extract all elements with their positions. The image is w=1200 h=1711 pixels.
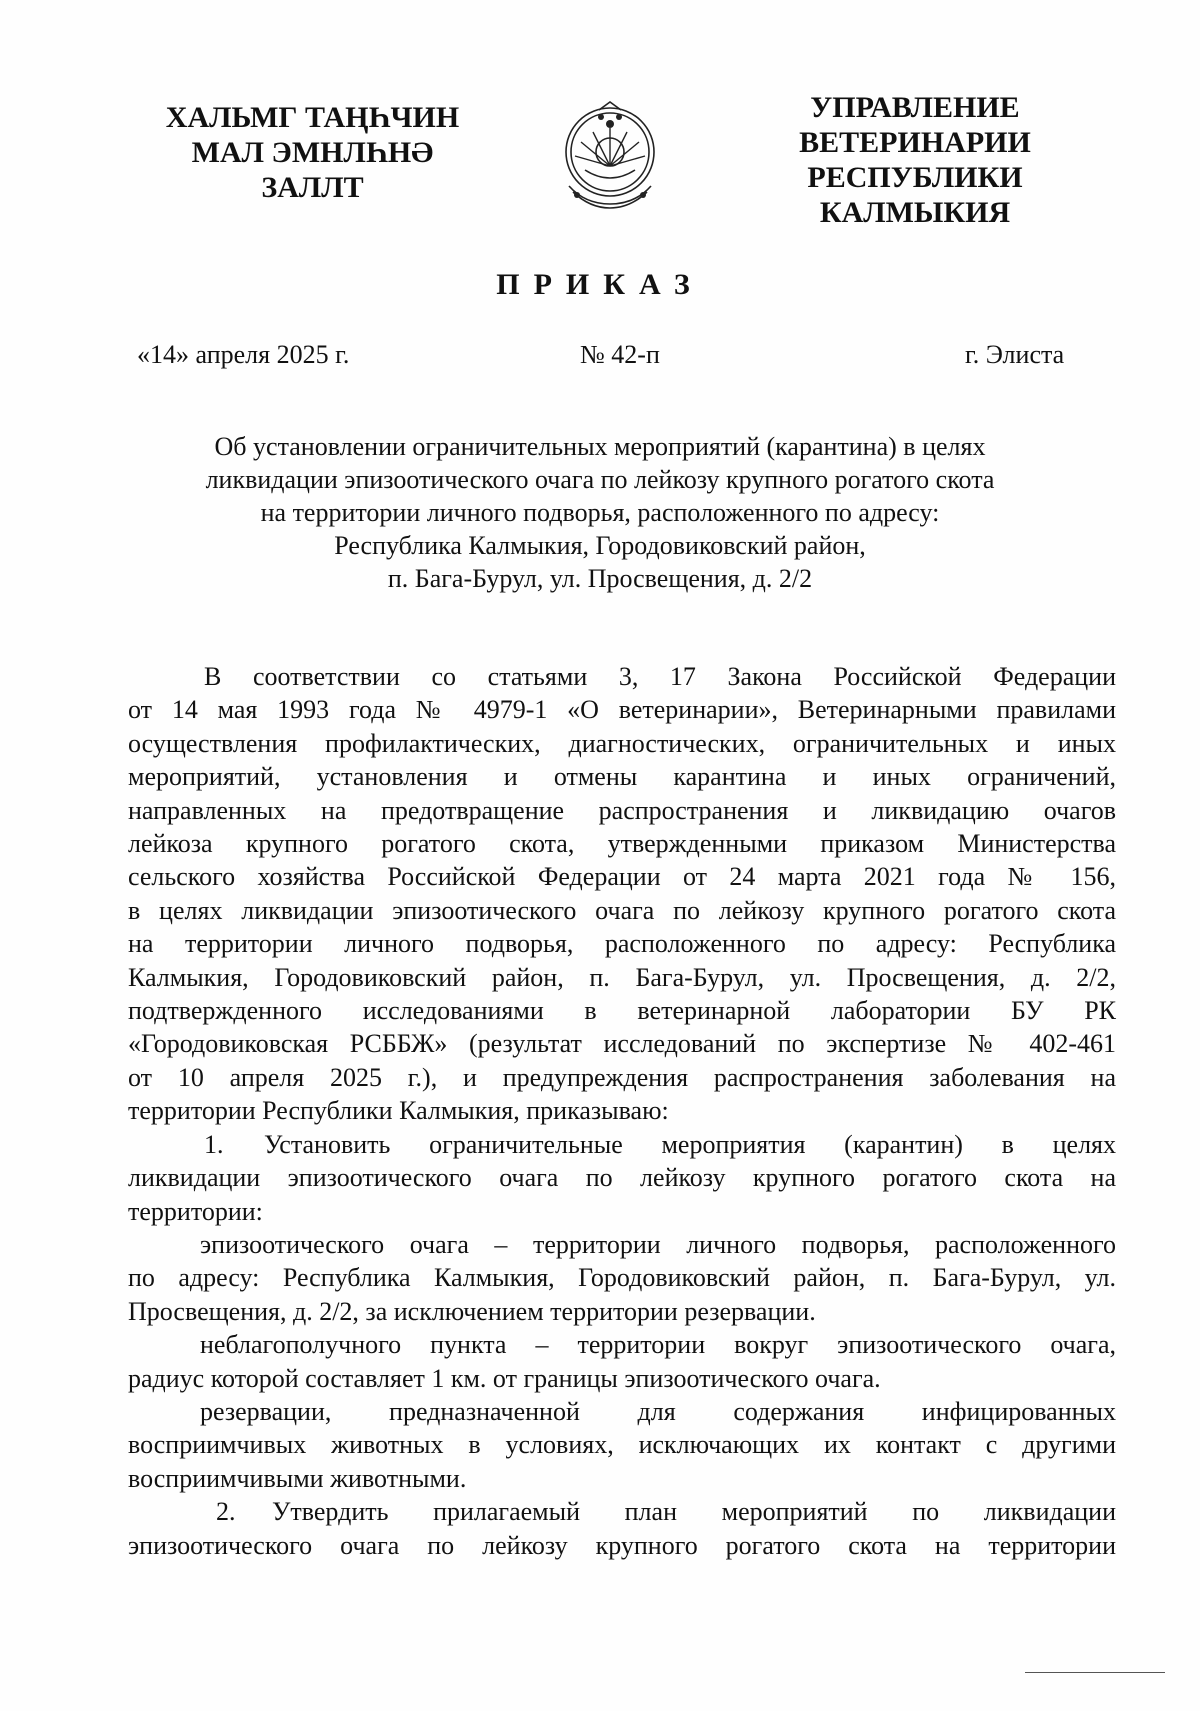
header-line: УПРАВЛЕНИЕ bbox=[810, 91, 1020, 124]
header-russian-title bbox=[760, 90, 1070, 230]
order-number: № 42-п bbox=[580, 340, 660, 369]
text-line: лейкоза крупного рогатого скота, утвержденными приказом Министерства bbox=[128, 829, 1116, 859]
text-line: восприимчивых животных в условиях, исключающих их контакт с другими bbox=[128, 1430, 1116, 1460]
header-line: МАЛ ЭМНЛҺНӘ bbox=[191, 136, 434, 169]
document-title: ПРИКАЗ bbox=[496, 268, 704, 301]
subject-line: ликвидации эпизоотического очага по лейкозу крупного рогатого скота bbox=[205, 465, 995, 494]
text-line: Калмыкия, Городовиковский район, п. Бага-Бурул, ул. Просвещения, д. 2/2, bbox=[128, 962, 1116, 992]
header-kalmyk-title bbox=[150, 100, 475, 205]
text-line: сельского хозяйства Российской Федерации от 24 марта 2021 года № 156, bbox=[128, 862, 1116, 892]
text-line: от 10 апреля 2025 г.), и предупреждения распространения заболевания на bbox=[128, 1062, 1116, 1092]
text-line bbox=[128, 1128, 1116, 1161]
text-line bbox=[128, 1495, 1116, 1528]
subject-line: Республика Калмыкия, Городовиковский район, bbox=[334, 531, 866, 560]
subitem-reserve bbox=[128, 1395, 1116, 1495]
text-line: направленных на предотвращение распространения и ликвидацию очагов bbox=[128, 795, 1116, 825]
order-subject bbox=[120, 430, 1080, 595]
preamble-paragraph bbox=[128, 660, 1116, 1128]
text-line: восприимчивыми животными. bbox=[128, 1463, 467, 1493]
text-line: осуществления профилактических, диагностических, ограничительных и иных bbox=[128, 728, 1116, 758]
text-line: территории Республики Калмыкия, приказываю: bbox=[128, 1096, 669, 1126]
header-line: РЕСПУБЛИКИ bbox=[807, 161, 1023, 194]
text-line: эпизоотического очага – территории личного подворья, расположенного bbox=[200, 1229, 1116, 1259]
item-text: Установить ограничительные мероприятия (карантин) в целях bbox=[264, 1129, 1116, 1159]
kalmykia-coat-of-arms-icon bbox=[555, 100, 665, 212]
text-line: В соответствии со статьями 3, 17 Закона Российской Федерации bbox=[204, 662, 1116, 691]
text-line: Просвещения, д. 2/2, за исключением территории резервации. bbox=[128, 1296, 816, 1326]
text-line: территории: bbox=[128, 1196, 263, 1226]
text-line: резервации, предназначенной для содержания инфицированных bbox=[200, 1396, 1116, 1426]
text-line: мероприятий, установления и отмены карантина и иных ограничений, bbox=[128, 762, 1116, 792]
item-1 bbox=[128, 1128, 1116, 1228]
text-line: по адресу: Республика Калмыкия, Городовиковский район, п. Бага-Бурул, ул. bbox=[128, 1263, 1116, 1293]
item-number: 1. bbox=[204, 1129, 224, 1159]
subject-line: Об установлении ограничительных мероприятий (карантина) в целях bbox=[214, 432, 986, 461]
text-line: ликвидации эпизоотического очага по лейкозу крупного рогатого скота на bbox=[128, 1163, 1116, 1193]
header-line: ХАЛЬМГ ТАҢҺЧИН bbox=[165, 101, 460, 134]
text-line: от 14 мая 1993 года № 4979-1 «О ветеринарии», Ветеринарными правилами bbox=[128, 695, 1116, 725]
footer-rule bbox=[1025, 1672, 1165, 1673]
text-line: неблагополучного пункта – территории вокруг эпизоотического очага, bbox=[200, 1330, 1116, 1360]
header-line: КАЛМЫКИЯ bbox=[819, 196, 1011, 229]
item-text: Утвердить прилагаемый план мероприятий по ликвидации bbox=[272, 1497, 1116, 1527]
text-line: «Городовиковская РСББЖ» (результат исследований по экспертизе № 402-461 bbox=[128, 1029, 1116, 1059]
subject-line: на территории личного подворья, расположенного по адресу: bbox=[260, 498, 940, 527]
subject-line: п. Бага-Бурул, ул. Просвещения, д. 2/2 bbox=[387, 564, 813, 593]
order-city: г. Элиста bbox=[965, 340, 1065, 369]
text-line: в целях ликвидации эпизоотического очага по лейкозу крупного рогатого скота bbox=[128, 895, 1116, 925]
subitem-focus bbox=[128, 1228, 1116, 1328]
text-line: эпизоотического очага по лейкозу крупного рогатого скота на территории bbox=[128, 1530, 1116, 1560]
header-line: ЗАЛЛТ bbox=[261, 171, 364, 204]
text-line: радиус которой составляет 1 км. от границы эпизоотического очага. bbox=[128, 1363, 881, 1393]
item-number: 2. bbox=[216, 1497, 236, 1527]
item-2 bbox=[128, 1495, 1116, 1562]
subitem-point bbox=[128, 1328, 1116, 1395]
text-line: подтвержденного исследованиями в ветеринарной лаборатории БУ РК bbox=[128, 996, 1116, 1026]
order-date: «14» апреля 2025 г. bbox=[137, 340, 350, 369]
header-line: ВЕТЕРИНАРИИ bbox=[799, 126, 1031, 159]
order-body bbox=[128, 660, 1116, 1562]
text-line: на территории личного подворья, расположенного по адресу: Республика bbox=[128, 929, 1116, 959]
